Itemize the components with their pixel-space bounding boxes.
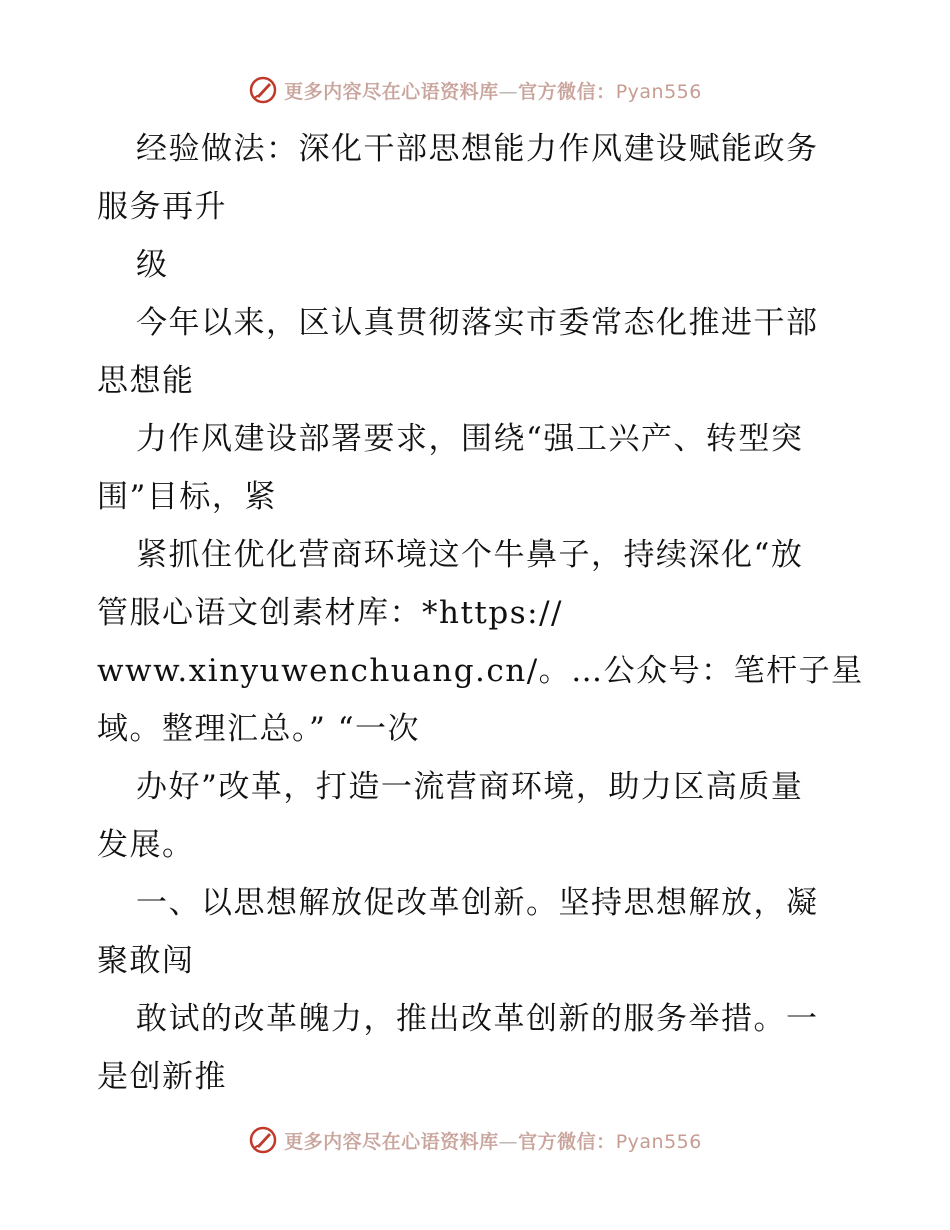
watermark-text	[284, 77, 702, 104]
text-line: 管服心语文创素材库：*https://	[97, 595, 563, 631]
text-line: 今年以来，区认真贯彻落实市委常态化推进干部	[136, 305, 819, 341]
quill-logo-icon	[248, 1125, 278, 1155]
text-line: 紧抓住优化营商环境这个牛鼻子，持续深化“放	[136, 537, 804, 573]
text-line: 办好”改革，打造一流营商环境，助力区高质量	[136, 769, 804, 805]
text-line: 围”目标，紧	[97, 479, 277, 515]
watermark-separator: —	[498, 80, 519, 103]
text-line: 是创新推	[97, 1059, 227, 1095]
text-line: 经验做法：深化干部思想能力作风建设赋能政务	[136, 131, 819, 167]
watermark-main: 更多内容尽在心语资料库	[284, 1130, 499, 1153]
text-line: 力作风建设部署要求，围绕“强工兴产、转型突	[136, 421, 804, 457]
footer-watermark	[0, 1120, 950, 1160]
text-line: 聚敢闯	[97, 943, 195, 979]
text-line: 敢试的改革魄力，推出改革创新的服务举措。一	[136, 1001, 819, 1037]
text-line: 思想能	[97, 363, 195, 399]
text-line: 服务再升	[97, 189, 227, 225]
watermark-suffix: 官方微信：	[518, 80, 616, 103]
document-body	[97, 120, 877, 1106]
text-line: www.xinyuwenchuang.cn/。…公众号：笔杆子星	[97, 653, 864, 689]
watermark-text	[284, 1127, 702, 1154]
header-watermark	[0, 70, 950, 110]
text-line: 级	[136, 247, 169, 283]
text-line: 发展。	[97, 827, 195, 863]
watermark-separator: —	[498, 1130, 519, 1153]
watermark-wechat-id: Pyan556	[615, 1130, 702, 1153]
quill-logo-icon	[248, 75, 278, 105]
watermark-main: 更多内容尽在心语资料库	[284, 80, 499, 103]
text-line: 一、以思想解放促改革创新。坚持思想解放，凝	[136, 885, 819, 921]
watermark-suffix: 官方微信：	[518, 1130, 616, 1153]
text-line: 域。整理汇总。” “一次	[97, 711, 421, 747]
watermark-wechat-id: Pyan556	[615, 80, 702, 103]
